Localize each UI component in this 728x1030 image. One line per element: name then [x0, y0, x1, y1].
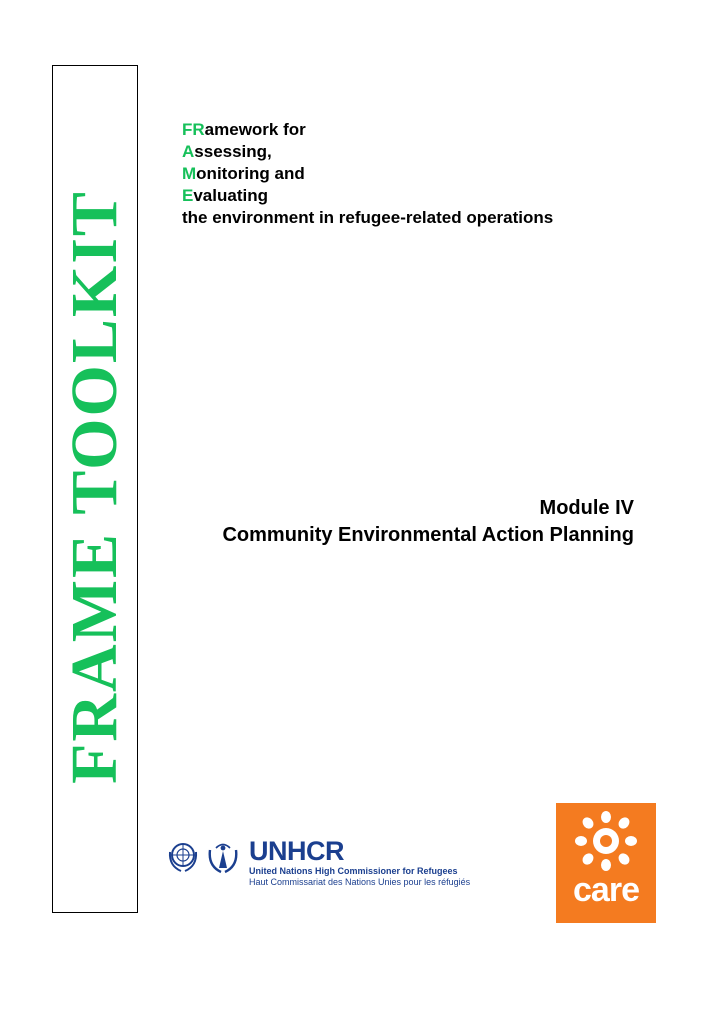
framework-rest: valuating [193, 186, 268, 205]
unhcr-french-name: Haut Commissariat des Nations Unies pour les réfugiés [249, 877, 471, 887]
unhcr-english-name: United Nations High Commissioner for Refugees [249, 866, 458, 876]
module-title: Community Environmental Action Planning [222, 524, 634, 546]
module-number: Module IV [539, 497, 634, 519]
framework-line [182, 141, 553, 163]
care-logo [556, 803, 656, 923]
unhcr-wordmark: UNHCR [249, 836, 344, 866]
framework-rest: amework for [204, 120, 306, 139]
framework-initial: E [182, 186, 194, 205]
framework-line [182, 207, 553, 229]
side-title: FRAME TOOLKIT [58, 190, 131, 784]
unhcr-emblem-icon [207, 840, 239, 874]
unhcr-logo [167, 836, 471, 888]
care-wordmark: care [573, 871, 639, 909]
framework-rest: ssessing, [194, 142, 272, 161]
framework-initial: FR [182, 120, 205, 139]
framework-rest: onitoring and [196, 164, 305, 183]
care-hands-icon [574, 811, 638, 871]
framework-line [182, 163, 553, 185]
framework-line [182, 119, 553, 141]
module-heading [176, 495, 634, 549]
framework-line [182, 185, 553, 207]
un-emblem-icon [167, 840, 199, 874]
framework-rest: the environment in refugee-related operations [182, 208, 554, 227]
framework-acronym [182, 119, 553, 229]
framework-initial: A [182, 142, 195, 161]
framework-initial: M [182, 164, 197, 183]
